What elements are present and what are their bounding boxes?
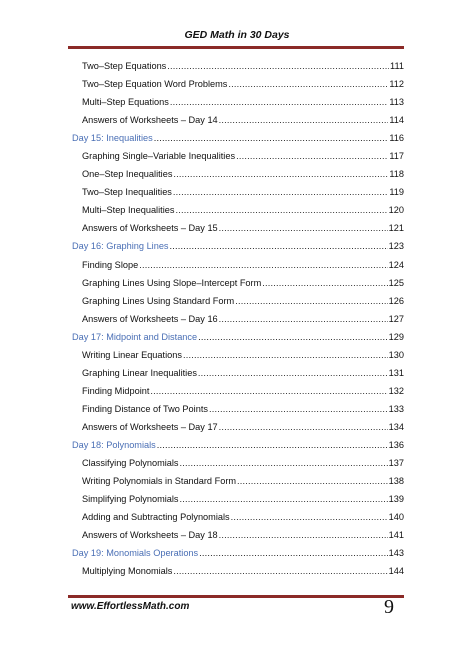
toc-entry[interactable] — [72, 566, 404, 584]
toc-entry-title: Answers of Worksheets – Day 14 — [82, 115, 218, 126]
toc-entry-title: Answers of Worksheets – Day 15 — [82, 223, 218, 234]
toc-entry[interactable] — [72, 422, 404, 440]
toc-entry[interactable] — [72, 79, 404, 97]
toc-leader-dots — [198, 368, 388, 378]
page-header-title: GED Math in 30 Days — [184, 29, 290, 41]
toc-day-title: Day 15: Inequalities — [72, 133, 153, 144]
toc-entry[interactable] — [72, 278, 404, 296]
toc-leader-dots — [198, 332, 388, 342]
toc-leader-dots — [170, 241, 388, 251]
toc-leader-dots — [154, 133, 389, 143]
toc-leader-dots — [183, 350, 388, 360]
toc-entry[interactable] — [72, 151, 404, 169]
toc-entry[interactable] — [72, 97, 404, 115]
toc-page-number: 126 — [388, 295, 404, 306]
toc-page-number: 131 — [388, 367, 404, 378]
toc-day-title: Day 17: Midpoint and Distance — [72, 331, 198, 342]
toc-page-number: 119 — [389, 187, 404, 198]
toc-entry[interactable] — [72, 187, 404, 205]
toc-entry[interactable] — [72, 314, 404, 332]
toc-leader-dots — [236, 151, 388, 161]
footer-rule — [68, 595, 404, 598]
toc-entry[interactable] — [72, 386, 404, 404]
toc-page-number: 112 — [389, 79, 404, 90]
toc-entry-title: Multi–Step Equations — [82, 97, 169, 108]
toc-entry-title: Finding Distance of Two Points — [82, 403, 208, 414]
footer-website: www.EffortlessMath.com — [71, 601, 190, 612]
toc-page-number: 132 — [388, 385, 404, 396]
toc-entry-title: Simplifying Polynomials — [82, 494, 179, 505]
toc-leader-dots — [231, 512, 388, 522]
toc-page-number: 121 — [388, 223, 404, 234]
toc-day-title: Day 16: Graphing Lines — [72, 241, 169, 252]
toc-leader-dots — [173, 169, 388, 179]
toc-entry-title: Two–Step Equation Word Problems — [82, 79, 228, 90]
toc-page-number: 140 — [388, 512, 404, 523]
toc-leader-dots — [139, 260, 387, 270]
toc-page-number: 139 — [388, 494, 404, 505]
toc-page-number: 120 — [388, 205, 404, 216]
toc-day-heading[interactable] — [72, 332, 404, 350]
toc-entry[interactable] — [72, 350, 404, 368]
toc-entry[interactable] — [72, 476, 404, 494]
toc-entry-title: Graphing Single–Variable Inequalities — [82, 151, 236, 162]
toc-entry-title: Answers of Worksheets – Day 18 — [82, 530, 218, 541]
toc-entry[interactable] — [72, 296, 404, 314]
header-rule — [68, 46, 404, 49]
toc-leader-dots — [157, 440, 388, 450]
toc-page-number: 136 — [388, 439, 404, 450]
toc-leader-dots — [173, 187, 388, 197]
toc-leader-dots — [180, 494, 388, 504]
toc-entry-title: One–Step Inequalities — [82, 169, 173, 180]
toc-leader-dots — [219, 422, 388, 432]
toc-entry[interactable] — [72, 458, 404, 476]
toc-leader-dots — [209, 404, 388, 414]
toc-leader-dots — [228, 79, 388, 89]
toc-page-number: 127 — [388, 313, 404, 324]
toc-leader-dots — [167, 61, 389, 71]
toc-entry-title: Two–Step Inequalities — [82, 187, 172, 198]
toc-leader-dots — [150, 386, 387, 396]
toc-entry-title: Writing Polynomials in Standard Form — [82, 476, 237, 487]
toc-entry[interactable] — [72, 115, 404, 133]
toc-entry-title: Finding Midpoint — [82, 385, 150, 396]
toc-page-number: 141 — [388, 530, 404, 541]
toc-entry[interactable] — [72, 205, 404, 223]
toc-page-number: 117 — [389, 151, 404, 162]
toc-day-heading[interactable] — [72, 440, 404, 458]
toc-page-number: 113 — [389, 97, 404, 108]
toc-entry[interactable] — [72, 169, 404, 187]
toc-leader-dots — [219, 115, 389, 125]
toc-page-number: 138 — [388, 476, 404, 487]
toc-day-heading[interactable] — [72, 241, 404, 259]
toc-leader-dots — [199, 548, 388, 558]
toc-page-number: 129 — [388, 331, 404, 342]
toc-day-heading[interactable] — [72, 133, 404, 151]
toc-entry-title: Two–Step Equations — [82, 61, 167, 71]
toc-day-heading[interactable] — [72, 548, 404, 566]
toc-entry[interactable] — [72, 260, 404, 278]
toc-entry-title: Answers of Worksheets – Day 16 — [82, 313, 218, 324]
toc-leader-dots — [262, 278, 387, 288]
toc-page-number: 133 — [388, 403, 404, 414]
table-of-contents — [72, 61, 404, 584]
toc-entry-title: Graphing Lines Using Slope–Intercept Form — [82, 277, 262, 288]
toc-entry-title: Graphing Lines Using Standard Form — [82, 295, 235, 306]
toc-leader-dots — [219, 223, 388, 233]
toc-entry-title: Classifying Polynomials — [82, 458, 179, 469]
toc-entry[interactable] — [72, 223, 404, 241]
toc-leader-dots — [175, 205, 387, 215]
toc-entry-title: Answers of Worksheets – Day 17 — [82, 421, 218, 432]
toc-page-number: 111 — [390, 61, 404, 71]
toc-leader-dots — [219, 530, 388, 540]
toc-entry[interactable] — [72, 404, 404, 422]
toc-page-number: 144 — [388, 566, 404, 577]
toc-entry-title: Finding Slope — [82, 259, 139, 270]
toc-entry[interactable] — [72, 494, 404, 512]
toc-leader-dots — [173, 566, 387, 576]
toc-entry[interactable] — [72, 530, 404, 548]
toc-page-number: 130 — [388, 349, 404, 360]
toc-page-number: 137 — [388, 458, 404, 469]
toc-entry[interactable] — [72, 368, 404, 386]
toc-page-number: 116 — [389, 133, 404, 144]
toc-page-number: 124 — [388, 259, 404, 270]
toc-entry-title: Multiplying Monomials — [82, 566, 173, 577]
toc-entry-title: Multi–Step Inequalities — [82, 205, 175, 216]
toc-page-number: 143 — [388, 548, 404, 559]
toc-leader-dots — [219, 314, 388, 324]
toc-leader-dots — [237, 476, 388, 486]
toc-entry-title: Adding and Subtracting Polynomials — [82, 512, 230, 523]
page-number: 9 — [384, 596, 394, 618]
toc-entry-title: Writing Linear Equations — [82, 349, 182, 360]
toc-leader-dots — [170, 97, 389, 107]
toc-entry[interactable] — [72, 61, 404, 79]
toc-entry[interactable] — [72, 512, 404, 530]
toc-page-number: 134 — [388, 421, 404, 432]
toc-entry-title: Graphing Linear Inequalities — [82, 367, 197, 378]
toc-day-title: Day 19: Monomials Operations — [72, 548, 199, 559]
toc-page-number: 123 — [388, 241, 404, 252]
toc-page-number: 114 — [389, 115, 404, 126]
toc-leader-dots — [235, 296, 387, 306]
toc-leader-dots — [180, 458, 388, 468]
toc-day-title: Day 18: Polynomials — [72, 439, 156, 450]
toc-page-number: 118 — [389, 169, 404, 180]
toc-page-number: 125 — [388, 277, 404, 288]
